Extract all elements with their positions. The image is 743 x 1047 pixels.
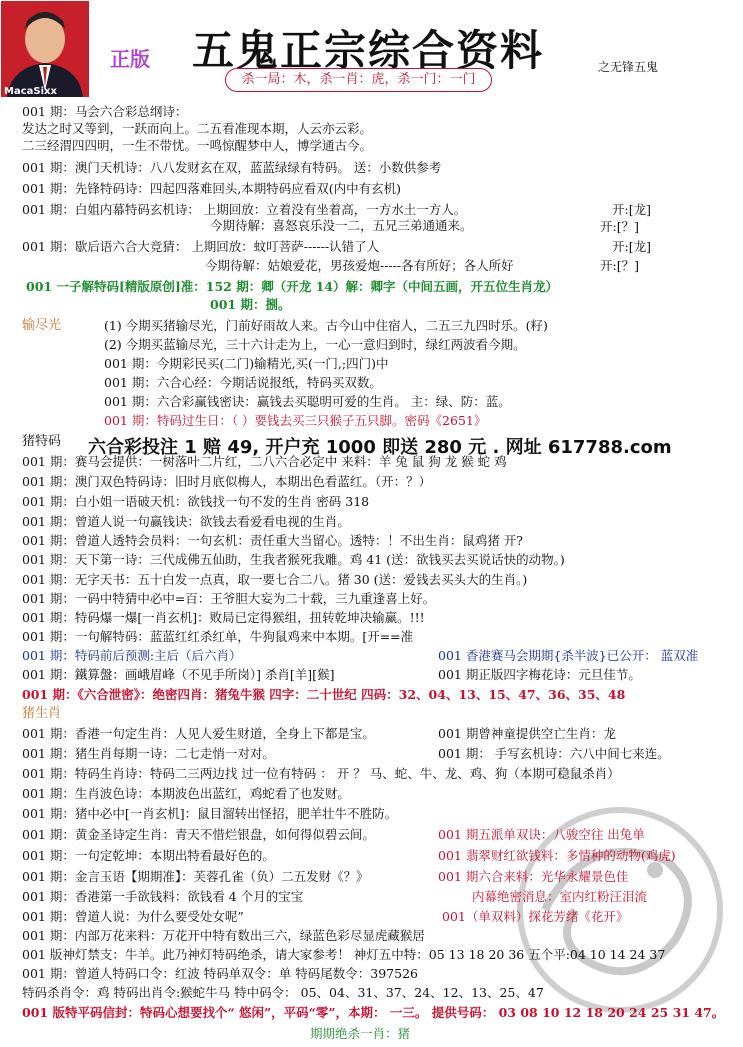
line-4: 001 期：澳门天机诗：八八发财玄在双，蓝蓝绿绿有特码。 送：小数供参考 — [22, 160, 442, 175]
section2-line-6: 001 期：天下第一诗：三代成佛五仙助，生我者猴死我雕。鸡 41 (送：欲钱买去买说话快的动物。) — [22, 552, 565, 567]
subtitle-banner: 杀一局：木，杀一肖：虎，杀一门：一门 — [225, 68, 492, 92]
section-label-pig-code: 猪特码 — [22, 434, 62, 449]
row-m1-left: 001 期：鐵算盤：画峨眉峰（不见手所岗）] 杀肖[羊][猴] — [22, 667, 335, 682]
s3-right-6: 001 期五派单双诀：八骏空往 出兔单 — [438, 827, 645, 842]
section2-line-5: 001 期：曾道人透特会员料：一句玄机：责任重大当留心。透特：！不出生肖：鼠鸡猪 开? — [22, 533, 524, 548]
section1-line-3: 001 期：今期彩民买(二门)输精光,买(一门,;四门)中 — [104, 356, 389, 371]
open-mark-3: 开:[龙] — [612, 239, 651, 254]
red-secret-row: 001 期：《六合泄密》：绝密四肖：猪兔牛猴 四字：二十世纪 四码：32、04、13、15、47、36、35、48 — [22, 687, 626, 702]
blue-row-right: 001 香港赛马会期期{杀半波}已公开： 蓝双准 — [438, 648, 699, 663]
section2-line-4: 001 期：曾道人说一句赢钱诀：欲钱去看爱看电视的生肖。 — [22, 514, 350, 529]
s3-right-1: 001 期曾神童提供空亡生肖：龙 — [438, 726, 616, 741]
portrait-figure — [1, 1, 89, 97]
green-special-line: 001 一子解特码[精版原创]准：152 期：卿（开龙 14）解：卿字（中间五画，开五位生肖龙） — [26, 279, 558, 294]
s3-right-10: 001（单双料）探花芳绪《花开》 — [442, 909, 629, 924]
section2-line-1: 001 期：赛马会提供：一树落叶二片红，二八六合必定中 来料：羊 兔 鼠 狗 龙 猴 蛇 鸡 — [22, 454, 507, 469]
line-6: 001 期：白姐内幕特码玄机诗： 上期回放：立着没有坐着高，一方水土一方人。 — [22, 202, 467, 217]
s3-left-14: 特码杀肖令：鸡 特码出肖令:猴蛇牛马 特中码令： 05、04、31、37、24、12、13、25、47 — [22, 985, 544, 1000]
section1-red-line: 001 期：特码过生日：（ ）要钱去买三只猴子五只脚。密码《2651》 — [104, 413, 487, 428]
line-3: 二三经渭四四明，一生不带忧。一鸣惊醒梦中人，博学通古今。 — [22, 138, 373, 153]
section1-line-2: (2) 今期买蓝输尽光，三十六计走为上，一心一意归到时，绿红两波看今期。 — [104, 337, 526, 352]
s3-left-9: 001 期：香港第一手欲钱料：欲钱看 4 个月的宝宝 — [22, 889, 304, 904]
s3-right-2: 001 期： 手写玄机诗：六八中间七来连。 — [438, 746, 670, 761]
s3-left-1: 001 期：香港一句定生肖：人见人爱生财道，全身上下都是宝。 — [22, 726, 375, 741]
line-8: 001 期：歇后语六合大竞猜： 上期回放：蚊叮菩萨------认错了人 — [22, 239, 380, 254]
section2-line-2: 001 期：澳门双色特码诗：旧时月底似梅人，本期出色看蓝红。（开：？） — [22, 474, 432, 489]
s3-right-9: 内幕绝密消息：室内红粉汪泪流 — [472, 889, 648, 904]
s3-left-3: 001 期：特码生肖诗：特码二三两边找 过一位有特码 ： 开 ？ 马、蛇、牛、龙、鸡、狗（本期可稳鼠杀肖） — [22, 766, 620, 781]
section1-line-4: 001 期：六合心经：今期话说报纸，特码买双数。 — [104, 375, 382, 390]
line-1: 001 期：马会六合彩总纲诗： — [22, 104, 188, 119]
footer-red-line: 001 版特平码信封：特码心想要找个“ 悠闲”，平码“零”，本期： 一三。 提供号码： 03 08 10 12 18 20 24 25 31 47。 — [22, 1005, 725, 1020]
open-mark-4: 开:[？] — [600, 258, 639, 273]
footer-green-line: 期期绝杀一肖：猪 — [310, 1026, 411, 1041]
section1-line-5: 001 期：六合彩赢钱密诀：赢钱去买聪明可爱的生肖。 主：绿、防：蓝。 — [104, 394, 511, 409]
section2-line-10: 001 期：一句解特码：蓝蓝红红杀红单，牛狗鼠鸡来中本期。[开==准 — [22, 629, 414, 644]
section2-line-7: 001 期：无字天书：五十白发一点真，取一要七合二八。猪 30 (送：爱钱去买头大的生肖。) — [22, 572, 528, 587]
section2-line-8: 001 期：一码中特猜中必中=百：王爷胆大妄为二十载，三九重逢喜上好。 — [22, 591, 436, 606]
blue-row-left: 001 期：特码前后预测:主后（后六肖） — [22, 648, 242, 663]
section2-line-3: 001 期：白小姐一语破天机：欲钱找一句不发的生肖 密码 318 — [22, 494, 370, 509]
ad-banner: 六合彩投注 1 赔 49, 开户充 1000 即送 280 元 . 网址 617788.com — [88, 437, 672, 458]
section1-line-1: (1) 今期买猪输尽光，门前好雨故人来。古今山中住宿人，二五三九四时乐。(籽) — [104, 318, 548, 333]
s3-left-10: 001 期：曾道人说：为什么要受处女呢” — [22, 909, 244, 924]
line-2: 发达之时又等到，一跃而向上。二五看准现本期，人云亦云彩。 — [22, 121, 373, 136]
s3-left-4: 001 期：生肖波色诗：本期波色出蓝红，鸡蛇看了也发财。 — [22, 786, 350, 801]
page-title: 五鬼正宗综合资料 — [192, 26, 545, 75]
s3-left-11: 001 期：内部万花来料：万花开中特有数出三六，绿蓝色彩尽显虎藏猴居 — [22, 928, 425, 943]
open-mark-2: 开:[？] — [600, 219, 639, 234]
section-label-lose-all: 输尽光 — [22, 318, 62, 333]
s3-left-5: 001 期：猪中必中[一肖玄机]：鼠目溜转出怪招，肥羊壮牛不胜防。 — [22, 806, 398, 821]
green-special-line-2: 001 期：捌。 — [210, 297, 291, 312]
s3-left-7: 001 期：一句定乾坤：本期出特看最好色的。 — [22, 848, 275, 863]
line-9: 今期待解：姑娘爱花，男孩爱炮-----各有所好；各人所好 — [205, 258, 514, 273]
byline: 之无锋五鬼 — [598, 60, 659, 74]
line-7: 今期待解：喜怒哀乐没一二，五兄三弟通通来。 — [210, 218, 473, 233]
portrait-photo — [1, 1, 89, 97]
s3-left-2: 001 期：猪生肖每期一诗：二七走悄一对对。 — [22, 746, 275, 761]
s3-right-7: 001 翡翠财红欲钱料：多情种的动物(鸡虎) — [438, 848, 676, 863]
section-label-pig-zodiac: 猪生肖 — [22, 706, 62, 721]
s3-left-13: 001 期：曾道人特码口令：红波 特码单双令：单 特码尾数令：397526 — [22, 966, 418, 981]
section2-line-9: 001 期：特码爆一爆[一肖玄机]：败局已定得猴组，扭转乾坤决输赢。!!! — [22, 610, 425, 625]
edition-label: 正版 — [110, 47, 150, 71]
open-mark-1: 开:[龙] — [612, 202, 651, 217]
s3-left-6: 001 期：黄金圣诗定生肖：青天不惜烂银盘，如何得似碧云间。 — [22, 827, 375, 842]
s3-right-8: 001 期六合来料：光华永耀景色佳 — [438, 869, 629, 884]
s3-left-12: 001 版神灯禁支：牛羊。此乃神灯特码绝杀，请大家参考！ 神灯五中特：05 13 18 20 36 五个平:04 10 14 24 37 — [22, 947, 666, 962]
line-5: 001 期：先锋特码诗：四起四落难回头,本期特码应看双(内中有玄机) — [22, 181, 402, 196]
s3-left-8: 001 期：金言玉语【期期准】：芙蓉孔雀（负）二五发财《？》 — [22, 869, 369, 884]
row-m1-right: 001 期正版四字梅花诗：元旦佳节。 — [438, 667, 641, 682]
logo-text: MacaSixx — [4, 86, 57, 97]
